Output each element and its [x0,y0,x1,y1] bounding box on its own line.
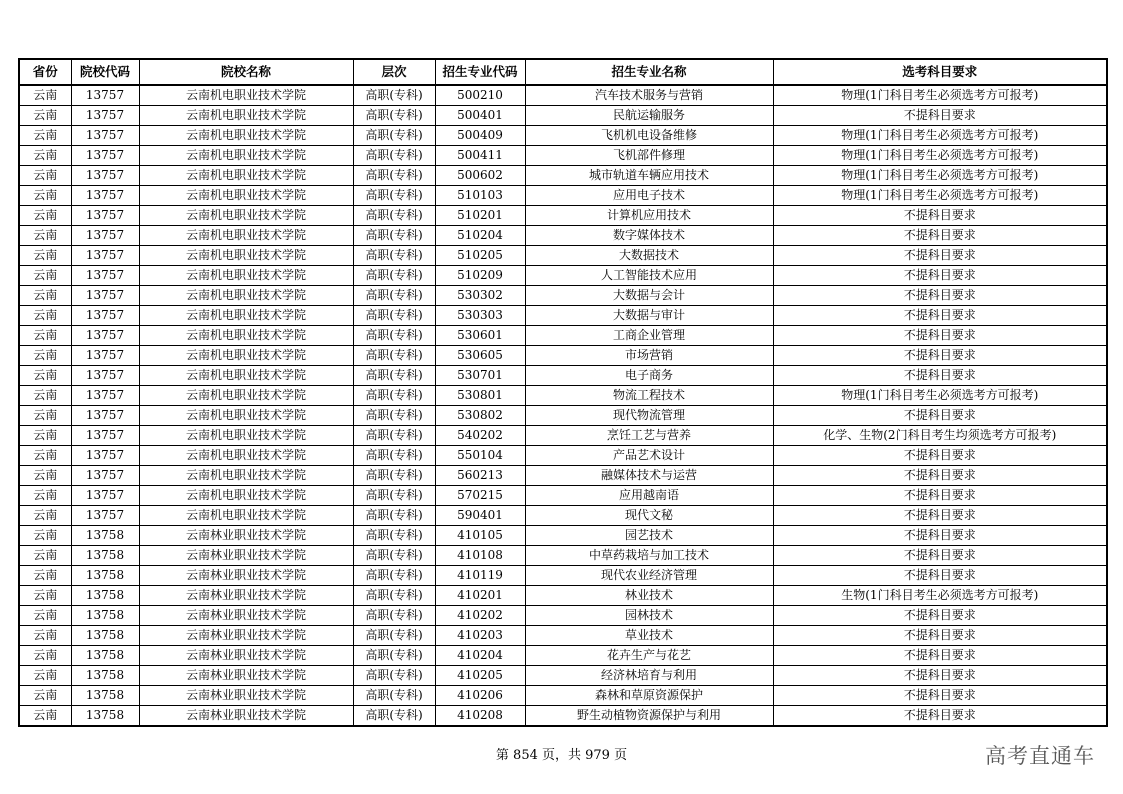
cell-province: 云南 [19,706,71,727]
cell-major-code: 540202 [435,426,525,446]
cell-subject-requirement: 物理(1门科目考生必须选考方可报考) [773,146,1107,166]
cell-subject-requirement: 物理(1门科目考生必须选考方可报考) [773,186,1107,206]
cell-major-code: 560213 [435,466,525,486]
cell-province: 云南 [19,386,71,406]
cell-level: 高职(专科) [353,246,435,266]
cell-level: 高职(专科) [353,126,435,146]
cell-major-name: 物流工程技术 [525,386,773,406]
cell-major-name: 草业技术 [525,626,773,646]
table-row [19,686,1107,706]
cell-subject-requirement: 不提科目要求 [773,626,1107,646]
cell-level: 高职(专科) [353,706,435,727]
header-school-code: 院校代码 [71,59,139,85]
cell-school-code: 13757 [71,446,139,466]
cell-school-name: 云南林业职业技术学院 [139,686,353,706]
cell-level: 高职(专科) [353,226,435,246]
cell-school-code: 13758 [71,566,139,586]
cell-subject-requirement: 化学、生物(2门科目考生均须选考方可报考) [773,426,1107,446]
cell-subject-requirement: 物理(1门科目考生必须选考方可报考) [773,85,1107,106]
cell-level: 高职(专科) [353,406,435,426]
cell-province: 云南 [19,546,71,566]
watermark: 高考直通车 [985,744,1095,768]
cell-major-name: 林业技术 [525,586,773,606]
cell-level: 高职(专科) [353,606,435,626]
cell-major-code: 410203 [435,626,525,646]
cell-major-code: 530801 [435,386,525,406]
cell-school-name: 云南林业职业技术学院 [139,626,353,646]
cell-major-code: 410108 [435,546,525,566]
cell-province: 云南 [19,226,71,246]
cell-school-name: 云南机电职业技术学院 [139,406,353,426]
cell-province: 云南 [19,426,71,446]
cell-level: 高职(专科) [353,166,435,186]
cell-province: 云南 [19,486,71,506]
table-row [19,266,1107,286]
cell-level: 高职(专科) [353,566,435,586]
cell-level: 高职(专科) [353,546,435,566]
cell-province: 云南 [19,666,71,686]
cell-major-code: 410206 [435,686,525,706]
cell-subject-requirement: 物理(1门科目考生必须选考方可报考) [773,386,1107,406]
cell-major-code: 510103 [435,186,525,206]
cell-major-code: 530605 [435,346,525,366]
cell-subject-requirement: 不提科目要求 [773,446,1107,466]
cell-level: 高职(专科) [353,486,435,506]
cell-major-code: 530303 [435,306,525,326]
table-row [19,346,1107,366]
cell-school-code: 13757 [71,486,139,506]
cell-major-name: 工商企业管理 [525,326,773,346]
cell-school-name: 云南机电职业技术学院 [139,85,353,106]
table-row [19,606,1107,626]
cell-school-name: 云南林业职业技术学院 [139,646,353,666]
cell-school-code: 13757 [71,366,139,386]
cell-school-code: 13757 [71,186,139,206]
cell-subject-requirement: 物理(1门科目考生必须选考方可报考) [773,126,1107,146]
cell-province: 云南 [19,466,71,486]
cell-province: 云南 [19,166,71,186]
cell-major-name: 产品艺术设计 [525,446,773,466]
cell-subject-requirement: 不提科目要求 [773,106,1107,126]
cell-major-code: 570215 [435,486,525,506]
header-major-name: 招生专业名称 [525,59,773,85]
cell-level: 高职(专科) [353,366,435,386]
cell-school-code: 13757 [71,246,139,266]
table-row [19,326,1107,346]
table-row [19,706,1107,727]
cell-province: 云南 [19,206,71,226]
cell-school-code: 13757 [71,146,139,166]
cell-school-code: 13757 [71,166,139,186]
cell-subject-requirement: 不提科目要求 [773,486,1107,506]
cell-major-code: 530802 [435,406,525,426]
cell-school-name: 云南机电职业技术学院 [139,306,353,326]
cell-major-code: 530302 [435,286,525,306]
cell-major-code: 510205 [435,246,525,266]
admission-table [18,58,1108,727]
cell-major-name: 数字媒体技术 [525,226,773,246]
cell-major-name: 飞机机电设备维修 [525,126,773,146]
table-body [19,85,1107,726]
cell-major-code: 510209 [435,266,525,286]
header-province: 省份 [19,59,71,85]
header-subject-requirement: 选考科目要求 [773,59,1107,85]
table-row [19,546,1107,566]
cell-major-name: 现代文秘 [525,506,773,526]
cell-level: 高职(专科) [353,266,435,286]
cell-school-name: 云南机电职业技术学院 [139,366,353,386]
table-row [19,566,1107,586]
cell-province: 云南 [19,526,71,546]
table-row [19,85,1107,106]
cell-school-name: 云南林业职业技术学院 [139,666,353,686]
cell-major-name: 人工智能技术应用 [525,266,773,286]
page-number: 第 854 页，共 979 页 [495,748,628,763]
cell-major-code: 410105 [435,526,525,546]
cell-level: 高职(专科) [353,666,435,686]
cell-school-name: 云南机电职业技术学院 [139,266,353,286]
cell-subject-requirement: 不提科目要求 [773,226,1107,246]
cell-level: 高职(专科) [353,85,435,106]
cell-major-name: 市场营销 [525,346,773,366]
cell-school-name: 云南机电职业技术学院 [139,206,353,226]
table-row [19,426,1107,446]
cell-province: 云南 [19,366,71,386]
table-row [19,186,1107,206]
table-row [19,106,1107,126]
cell-school-code: 13757 [71,326,139,346]
cell-major-code: 410204 [435,646,525,666]
cell-school-name: 云南机电职业技术学院 [139,386,353,406]
cell-subject-requirement: 不提科目要求 [773,286,1107,306]
cell-major-name: 应用越南语 [525,486,773,506]
table-row [19,446,1107,466]
cell-major-name: 融媒体技术与运营 [525,466,773,486]
cell-province: 云南 [19,246,71,266]
cell-major-name: 经济林培育与利用 [525,666,773,686]
cell-major-code: 410119 [435,566,525,586]
cell-school-name: 云南机电职业技术学院 [139,166,353,186]
cell-school-code: 13757 [71,406,139,426]
cell-school-code: 13757 [71,426,139,446]
cell-school-code: 13758 [71,686,139,706]
cell-major-name: 森林和草原资源保护 [525,686,773,706]
cell-subject-requirement: 不提科目要求 [773,506,1107,526]
cell-school-code: 13758 [71,586,139,606]
cell-school-code: 13758 [71,606,139,626]
cell-province: 云南 [19,85,71,106]
cell-level: 高职(专科) [353,466,435,486]
cell-school-name: 云南林业职业技术学院 [139,546,353,566]
cell-school-name: 云南机电职业技术学院 [139,466,353,486]
cell-subject-requirement: 不提科目要求 [773,366,1107,386]
cell-province: 云南 [19,446,71,466]
cell-major-code: 590401 [435,506,525,526]
cell-major-name: 大数据与会计 [525,286,773,306]
cell-major-name: 大数据与审计 [525,306,773,326]
cell-major-name: 现代物流管理 [525,406,773,426]
cell-major-name: 民航运输服务 [525,106,773,126]
cell-major-code: 500409 [435,126,525,146]
cell-province: 云南 [19,626,71,646]
cell-level: 高职(专科) [353,426,435,446]
cell-school-name: 云南机电职业技术学院 [139,226,353,246]
cell-major-name: 电子商务 [525,366,773,386]
cell-level: 高职(专科) [353,506,435,526]
cell-province: 云南 [19,266,71,286]
cell-province: 云南 [19,606,71,626]
table-row [19,626,1107,646]
table-row [19,386,1107,406]
cell-province: 云南 [19,306,71,326]
cell-level: 高职(专科) [353,586,435,606]
cell-subject-requirement: 不提科目要求 [773,206,1107,226]
cell-school-name: 云南机电职业技术学院 [139,146,353,166]
header-major-code: 招生专业代码 [435,59,525,85]
cell-major-name: 烹饪工艺与营养 [525,426,773,446]
cell-subject-requirement: 物理(1门科目考生必须选考方可报考) [773,166,1107,186]
cell-school-code: 13758 [71,546,139,566]
cell-province: 云南 [19,326,71,346]
cell-level: 高职(专科) [353,106,435,126]
cell-school-name: 云南机电职业技术学院 [139,246,353,266]
cell-subject-requirement: 不提科目要求 [773,346,1107,366]
cell-level: 高职(专科) [353,146,435,166]
cell-level: 高职(专科) [353,686,435,706]
cell-school-name: 云南机电职业技术学院 [139,286,353,306]
cell-subject-requirement: 不提科目要求 [773,606,1107,626]
cell-level: 高职(专科) [353,526,435,546]
table-row [19,646,1107,666]
cell-major-code: 530601 [435,326,525,346]
cell-school-name: 云南机电职业技术学院 [139,506,353,526]
table-row [19,366,1107,386]
table-row [19,126,1107,146]
cell-province: 云南 [19,126,71,146]
cell-subject-requirement: 不提科目要求 [773,406,1107,426]
cell-school-code: 13757 [71,206,139,226]
table-row [19,246,1107,266]
cell-school-name: 云南机电职业技术学院 [139,326,353,346]
cell-major-name: 中草药栽培与加工技术 [525,546,773,566]
cell-subject-requirement: 不提科目要求 [773,306,1107,326]
table-row [19,406,1107,426]
cell-level: 高职(专科) [353,286,435,306]
cell-school-code: 13757 [71,85,139,106]
table-row [19,166,1107,186]
cell-level: 高职(专科) [353,186,435,206]
cell-school-name: 云南机电职业技术学院 [139,126,353,146]
cell-school-name: 云南林业职业技术学院 [139,586,353,606]
cell-province: 云南 [19,646,71,666]
cell-level: 高职(专科) [353,626,435,646]
cell-province: 云南 [19,286,71,306]
cell-major-code: 410202 [435,606,525,626]
cell-level: 高职(专科) [353,326,435,346]
table-row [19,226,1107,246]
cell-major-code: 550104 [435,446,525,466]
cell-school-code: 13758 [71,626,139,646]
cell-subject-requirement: 生物(1门科目考生必须选考方可报考) [773,586,1107,606]
cell-province: 云南 [19,566,71,586]
cell-subject-requirement: 不提科目要求 [773,706,1107,727]
cell-major-name: 城市轨道车辆应用技术 [525,166,773,186]
cell-school-code: 13757 [71,306,139,326]
cell-subject-requirement: 不提科目要求 [773,546,1107,566]
cell-subject-requirement: 不提科目要求 [773,246,1107,266]
cell-school-name: 云南机电职业技术学院 [139,346,353,366]
cell-school-code: 13758 [71,646,139,666]
cell-major-code: 500602 [435,166,525,186]
cell-province: 云南 [19,186,71,206]
cell-school-code: 13757 [71,346,139,366]
cell-province: 云南 [19,406,71,426]
cell-major-name: 现代农业经济管理 [525,566,773,586]
cell-subject-requirement: 不提科目要求 [773,326,1107,346]
cell-major-code: 500411 [435,146,525,166]
cell-school-code: 13757 [71,466,139,486]
cell-school-name: 云南机电职业技术学院 [139,486,353,506]
cell-level: 高职(专科) [353,446,435,466]
cell-major-name: 汽车技术服务与营销 [525,85,773,106]
cell-major-code: 410201 [435,586,525,606]
cell-subject-requirement: 不提科目要求 [773,646,1107,666]
cell-major-code: 410205 [435,666,525,686]
cell-school-code: 13757 [71,106,139,126]
cell-school-code: 13757 [71,286,139,306]
cell-major-name: 大数据技术 [525,246,773,266]
cell-school-name: 云南林业职业技术学院 [139,606,353,626]
cell-school-name: 云南机电职业技术学院 [139,106,353,126]
cell-school-code: 13757 [71,506,139,526]
table-row [19,466,1107,486]
cell-subject-requirement: 不提科目要求 [773,466,1107,486]
cell-major-name: 园林技术 [525,606,773,626]
cell-level: 高职(专科) [353,346,435,366]
table-row [19,486,1107,506]
table-row [19,666,1107,686]
cell-major-name: 飞机部件修理 [525,146,773,166]
cell-major-code: 500401 [435,106,525,126]
cell-major-code: 410208 [435,706,525,727]
table-row [19,506,1107,526]
table-row [19,206,1107,226]
cell-major-code: 510201 [435,206,525,226]
cell-level: 高职(专科) [353,306,435,326]
cell-province: 云南 [19,346,71,366]
cell-major-name: 野生动植物资源保护与利用 [525,706,773,727]
cell-major-name: 计算机应用技术 [525,206,773,226]
cell-subject-requirement: 不提科目要求 [773,666,1107,686]
header-level: 层次 [353,59,435,85]
cell-school-name: 云南林业职业技术学院 [139,526,353,546]
cell-level: 高职(专科) [353,386,435,406]
table-row [19,286,1107,306]
cell-province: 云南 [19,586,71,606]
cell-school-code: 13757 [71,126,139,146]
table-header [19,59,1107,85]
cell-level: 高职(专科) [353,646,435,666]
cell-level: 高职(专科) [353,206,435,226]
cell-subject-requirement: 不提科目要求 [773,266,1107,286]
cell-school-code: 13757 [71,226,139,246]
cell-school-name: 云南林业职业技术学院 [139,706,353,727]
cell-province: 云南 [19,106,71,126]
cell-major-code: 510204 [435,226,525,246]
cell-province: 云南 [19,506,71,526]
cell-school-name: 云南机电职业技术学院 [139,186,353,206]
cell-subject-requirement: 不提科目要求 [773,686,1107,706]
cell-province: 云南 [19,686,71,706]
cell-major-name: 园艺技术 [525,526,773,546]
cell-school-name: 云南机电职业技术学院 [139,426,353,446]
cell-school-code: 13758 [71,666,139,686]
cell-major-code: 530701 [435,366,525,386]
cell-major-name: 应用电子技术 [525,186,773,206]
cell-school-code: 13757 [71,386,139,406]
cell-school-code: 13758 [71,706,139,727]
cell-major-code: 500210 [435,85,525,106]
cell-subject-requirement: 不提科目要求 [773,566,1107,586]
cell-subject-requirement: 不提科目要求 [773,526,1107,546]
cell-school-name: 云南林业职业技术学院 [139,566,353,586]
table-row [19,306,1107,326]
cell-province: 云南 [19,146,71,166]
cell-major-name: 花卉生产与花艺 [525,646,773,666]
table-row [19,146,1107,166]
table-row [19,586,1107,606]
cell-school-code: 13758 [71,526,139,546]
header-school-name: 院校名称 [139,59,353,85]
table-row [19,526,1107,546]
cell-school-code: 13757 [71,266,139,286]
cell-school-name: 云南机电职业技术学院 [139,446,353,466]
